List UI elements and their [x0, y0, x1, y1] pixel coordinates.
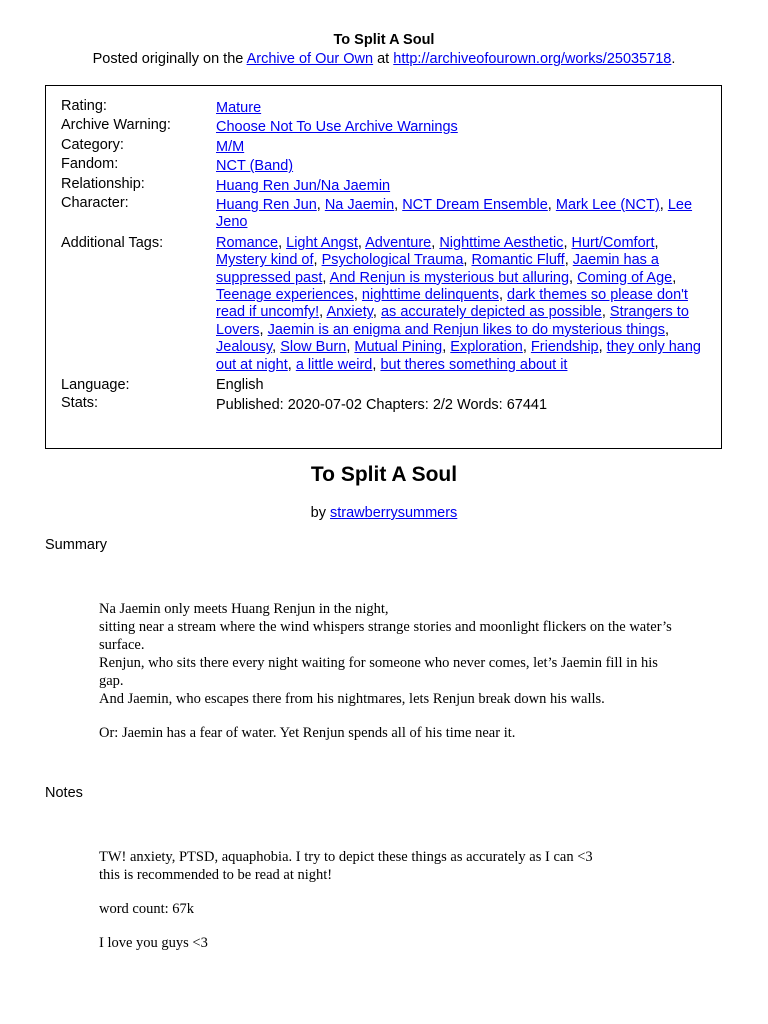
tag-link[interactable]: Light Angst [286, 234, 358, 251]
tag-link[interactable]: Nighttime Aesthetic [439, 234, 564, 251]
tag-link[interactable]: Jealousy [216, 339, 273, 356]
notes-paragraph: TW! anxiety, PTSD, aquaphobia. I try to depict these things as accurately as I can <3 this is recommended to be read at night! [99, 849, 593, 883]
category-label: Category: [61, 136, 124, 153]
language-value: English [216, 377, 264, 394]
tag-link[interactable]: Strangers to Lovers [216, 304, 689, 338]
tag-link[interactable]: And Renjun is mysterious but alluring [329, 269, 570, 286]
notes-paragraph: I love you guys <3 [99, 935, 208, 951]
tag-link[interactable]: dark themes so please don't read if uncomfy! [216, 287, 688, 321]
by-prefix: by [310, 505, 331, 521]
character-link[interactable]: NCT Dream Ensemble [402, 197, 548, 214]
characters-list: Huang Ren Jun, Na Jaemin, NCT Dream Ensemble, Mark Lee (NCT), Lee Jeno [216, 197, 693, 231]
tag-link[interactable]: Teenage experiences [216, 287, 354, 304]
document-header-title: To Split A Soul [333, 32, 435, 48]
stats-value: Published: 2020-07-02 Chapters: 2/2 Words: 67441 [216, 396, 548, 413]
tag-link[interactable]: Exploration [450, 339, 523, 356]
tag-link[interactable]: Mutual Pining [354, 339, 443, 356]
character-link[interactable]: Na Jaemin [324, 197, 395, 214]
tag-link[interactable]: Jaemin has a suppressed past [216, 252, 659, 286]
tag-link[interactable]: but theres something about it [380, 356, 568, 373]
character-link[interactable]: Mark Lee (NCT) [555, 197, 660, 214]
notes-heading: Notes [45, 785, 83, 801]
posted-prefix: Posted originally on the [92, 51, 247, 67]
archive-link[interactable]: Archive of Our Own [246, 51, 374, 67]
relationship-label: Relationship: [61, 175, 145, 192]
category-link[interactable]: M/M [216, 138, 245, 155]
summary-paragraph: Or: Jaemin has a fear of water. Yet Renjun spends all of his time near it. [99, 725, 516, 741]
tag-link[interactable]: Friendship [530, 339, 599, 356]
tag-link[interactable]: as accurately depicted as possible [380, 304, 602, 321]
character-link[interactable]: Huang Ren Jun [216, 197, 317, 214]
tags-list: Romance, Light Angst, Adventure, Nighttime Aesthetic, Hurt/Comfort, Mystery kind of, Psychological Trauma, Romantic Fluff, Jaemin has a suppressed past, And Renjun is mysterious but alluring, Coming of Age, Teenage experiences, nighttime delinquents, dark themes so please don't read if uncomfy!, Anxiety, as accurately depicted as possible, Strangers to Lovers, Jaemin is an enigma and Renjun likes to do mysterious things, Jealousy, Slow Burn, Mutual Pining, Exploration, Friendship, they only hang out at night, a little weird, but theres something about it [216, 234, 701, 373]
language-label: Language: [61, 377, 130, 394]
rating-label: Rating: [61, 98, 107, 114]
character-link[interactable]: Lee Jeno [216, 197, 693, 231]
tag-link[interactable]: a little weird [295, 356, 373, 373]
summary-text [99, 600, 679, 758]
work-url-link[interactable]: http://archiveofourown.org/works/25035718 [393, 51, 672, 67]
tags-label: Additional Tags: [61, 234, 164, 251]
tag-link[interactable]: nighttime delinquents [361, 287, 499, 304]
notes-text [99, 848, 679, 968]
author-link[interactable]: strawberrysummers [330, 505, 458, 521]
tag-link[interactable]: Slow Burn [280, 339, 347, 356]
posted-middle: at [373, 51, 394, 67]
tag-link[interactable]: Hurt/Comfort [571, 234, 655, 251]
summary-paragraph: Na Jaemin only meets Huang Renjun in the night, sitting near a stream where the wind whispers strange stories and moonlight flickers on the water’s surface. Renjun, who sits there every night waiting for someone who never comes, let’s Jaemin fill in his gap. And Jaemin, who escapes there from his nightmares, lets Renjun break down his walls. [99, 601, 672, 707]
tag-link[interactable]: Jaemin is an enigma and Renjun likes to do mysterious things [267, 321, 665, 338]
notes-paragraph: word count: 67k [99, 901, 195, 917]
warning-link[interactable]: Choose Not To Use Archive Warnings [216, 119, 458, 136]
metadata-table [61, 98, 709, 414]
work-title: To Split A Soul [310, 463, 458, 486]
byline [0, 505, 768, 521]
tag-link[interactable]: Psychological Trauma [321, 252, 464, 269]
summary-heading: Summary [45, 537, 108, 553]
metadata-box [45, 85, 722, 449]
tag-link[interactable]: Romantic Fluff [471, 252, 565, 269]
tag-link[interactable]: Mystery kind of [216, 252, 314, 269]
rating-link[interactable]: Mature [216, 100, 262, 116]
tag-link[interactable]: they only hang out at night [216, 339, 701, 373]
relationship-link[interactable]: Huang Ren Jun/Na Jaemin [216, 177, 391, 194]
tag-link[interactable]: Coming of Age [577, 269, 673, 286]
fandom-link[interactable]: NCT (Band) [216, 158, 294, 175]
tag-link[interactable]: Adventure [365, 234, 432, 251]
warning-label: Archive Warning: [61, 117, 171, 134]
tag-link[interactable]: Romance [216, 234, 279, 251]
posted-originally-line [0, 51, 768, 67]
stats-label: Stats: [61, 394, 99, 411]
posted-suffix: . [671, 51, 676, 67]
tag-link[interactable]: Anxiety [326, 304, 373, 321]
character-label: Character: [61, 195, 129, 212]
fandom-label: Fandom: [61, 156, 119, 173]
